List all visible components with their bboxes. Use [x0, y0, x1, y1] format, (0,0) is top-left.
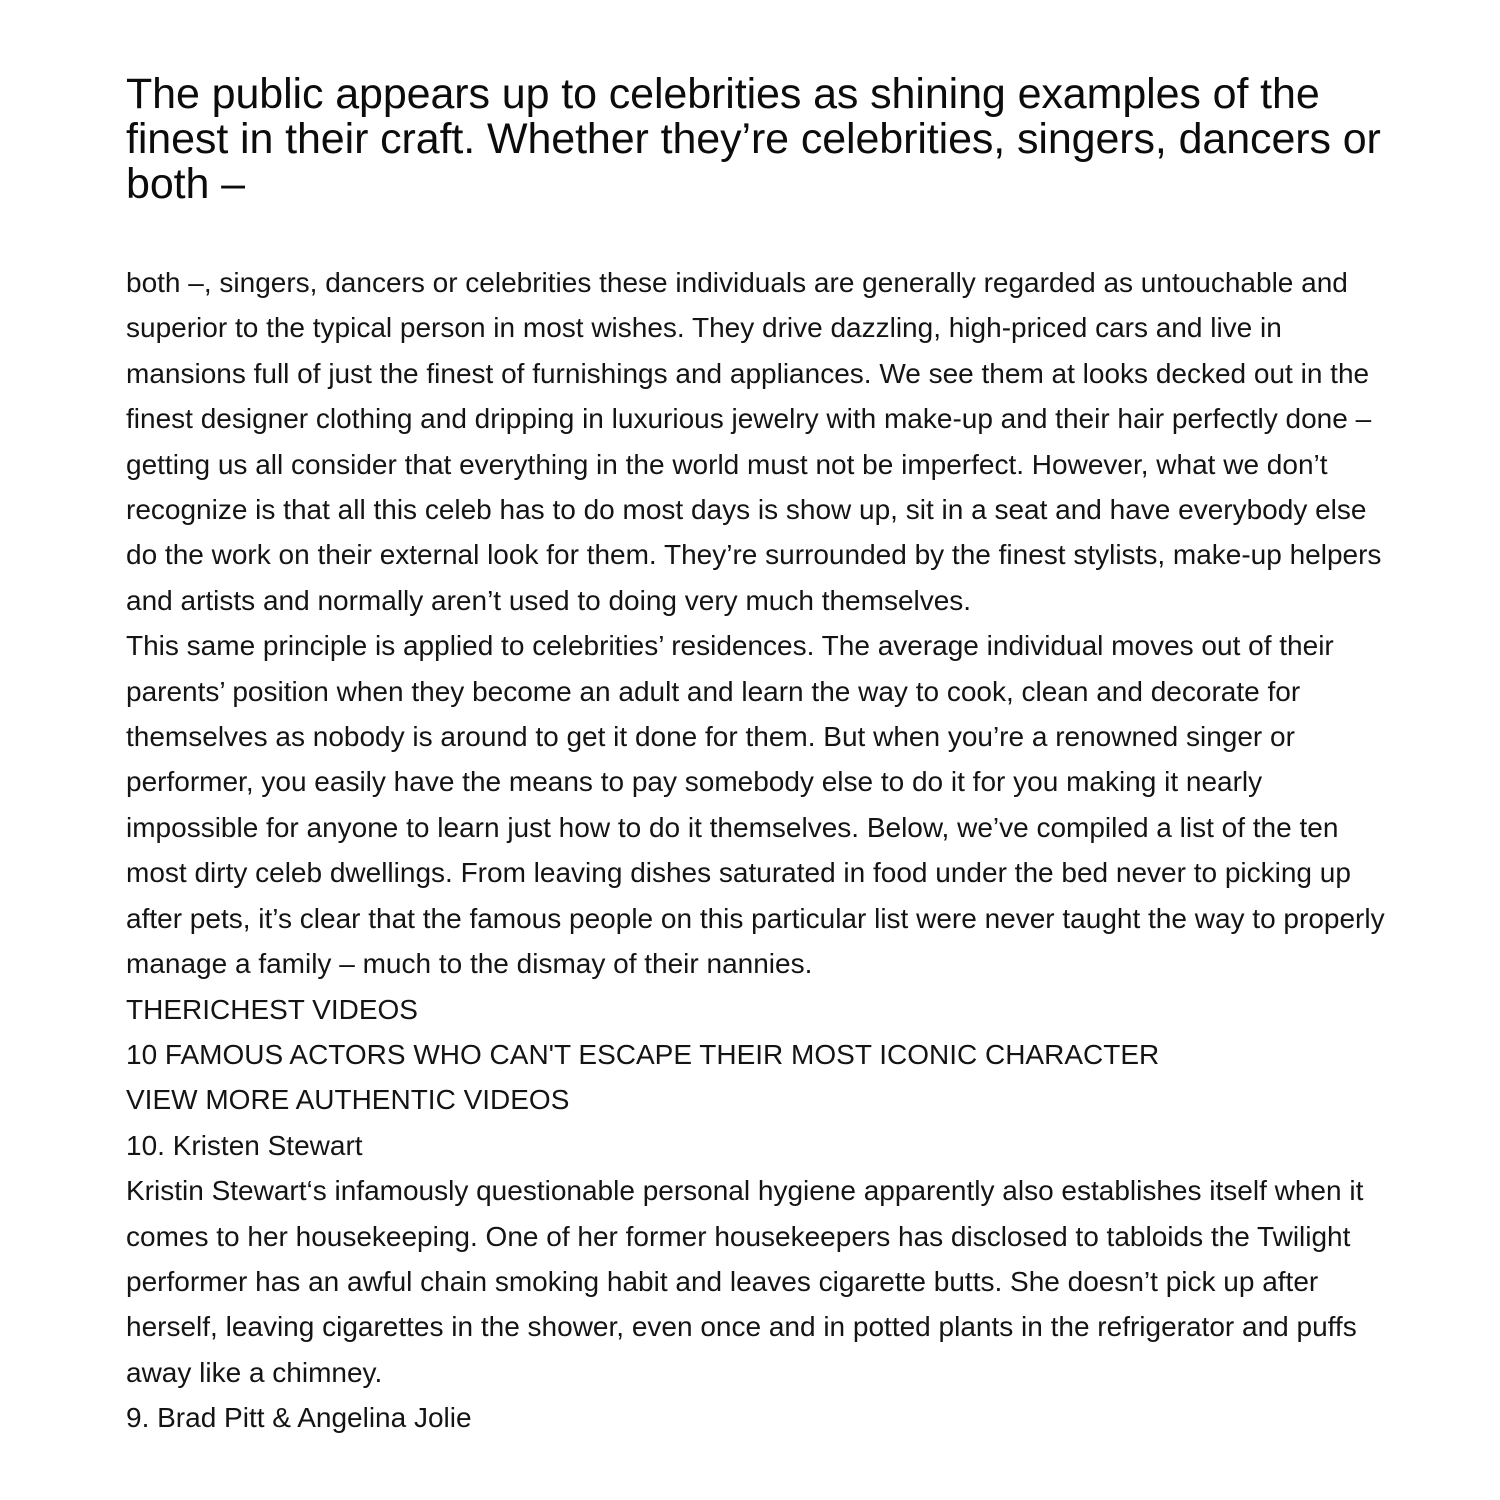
document-page: [126, 72, 1386, 1441]
section-label-videos: THERICHEST VIDEOS: [126, 993, 418, 1025]
video-title: 10 FAMOUS ACTORS WHO CAN'T ESCAPE THEIR MOST ICONIC CHARACTER: [126, 1038, 1160, 1070]
view-more-videos: VIEW MORE AUTHENTIC VIDEOS: [126, 1084, 570, 1116]
paragraph-intro: both –, singers, dancers or celebrities these individuals are generally regarded as untouchable and superior to the typical person in most wishes. They drive dazzling, high-priced cars and live in mansions full of just the finest of furnishings and appliances. We see them at looks decked out in the finest designer clothing and dripping in luxurious jewelry with make-up and their hair perfectly done – getting us all consider that everything in the world must not be imperfect. However, what we don’t recognize is that all this celeb has to do most days is show up, sit in a seat and have everybody else do the work on their external look for them. They’re surrounded by the finest stylists, make-up helpers and artists and normally aren’t used to doing very much themselves.: [126, 267, 1382, 616]
list-heading-10: 10. Kristen Stewart: [126, 1129, 363, 1161]
paragraph-residences: This same principle is applied to celebrities’ residences. The average individual moves out of their parents’ position when they become an adult and learn the way to cook, clean and decorate for themselves as nobody is around to get it done for them. But when you’re a renowned singer or performer, you easily have the means to pay somebody else to do it for you making it nearly impossible for anyone to learn just how to do it themselves. Below, we’ve compiled a list of the ten most dirty celeb dwellings. From leaving dishes saturated in food under the bed never to picking up after pets, it’s clear that the famous people on this particular list were never taught the way to properly manage a family – much to the dismay of their nannies.: [126, 630, 1385, 980]
paragraph-kristen-stewart: Kristin Stewart‘s infamously questionable personal hygiene apparently also establishes itself when it comes to her housekeeping. One of her former housekeepers has disclosed to tabloids the Twilight performer has an awful chain smoking habit and leaves cigarette butts. She doesn’t pick up after herself, leaving cigarettes in the shower, even once and in potted plants in the refrigerator and puffs away like a chimney.: [126, 1175, 1364, 1388]
article-body: [126, 260, 1386, 1441]
list-heading-9: 9. Brad Pitt & Angelina Jolie: [126, 1402, 472, 1434]
page-title: The public appears up to celebrities as shining examples of the finest in their craft. Whether they’re celebrities, singers, dancers or both –: [126, 70, 1381, 208]
